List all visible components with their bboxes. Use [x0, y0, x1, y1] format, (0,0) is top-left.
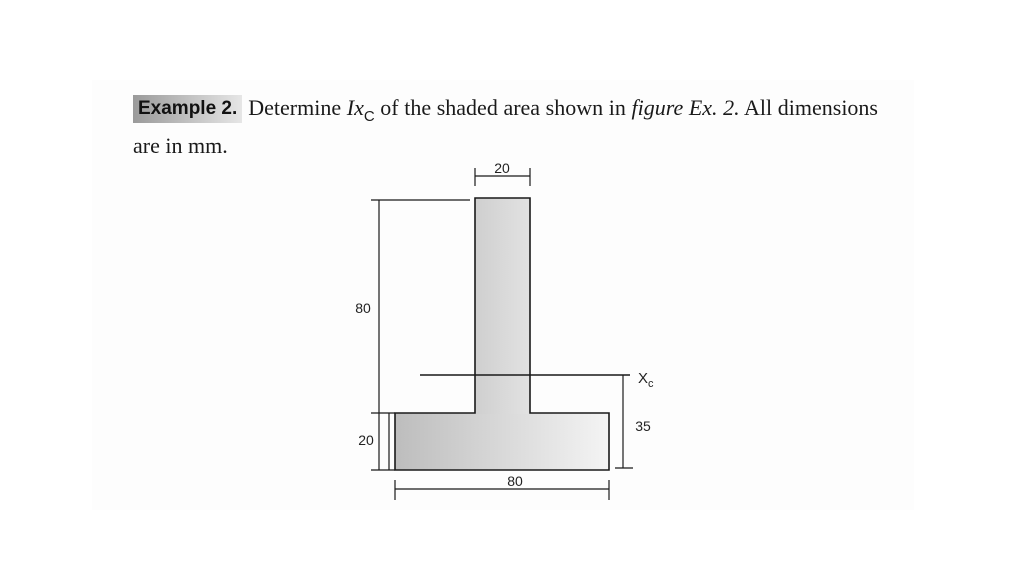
centroid-height-dimension [615, 375, 633, 468]
centroid-axis-letter: X [638, 370, 649, 387]
flange-shade [395, 413, 609, 470]
centroid-height-label: 35 [635, 418, 651, 434]
text-middle: of the shaded area shown in [374, 95, 632, 120]
text-after: All dimensions are in mm. [133, 95, 878, 158]
centroid-axis-label [638, 370, 654, 390]
symbol-main: Ix [346, 95, 364, 120]
figure-reference: figure Ex. 2. [631, 95, 740, 120]
total-height-label: 80 [355, 300, 371, 316]
symbol-subscript: C [363, 108, 375, 125]
web-shade [475, 198, 530, 414]
flange-width-dimension [395, 480, 609, 500]
flange-width-label: 80 [507, 473, 523, 489]
centroid-axis-subscript: c [648, 378, 654, 390]
flange-thickness-label: 20 [358, 432, 374, 448]
web-width-label: 20 [494, 160, 510, 176]
text-before: Determine [248, 95, 347, 120]
example-label: Example 2. [133, 95, 242, 123]
